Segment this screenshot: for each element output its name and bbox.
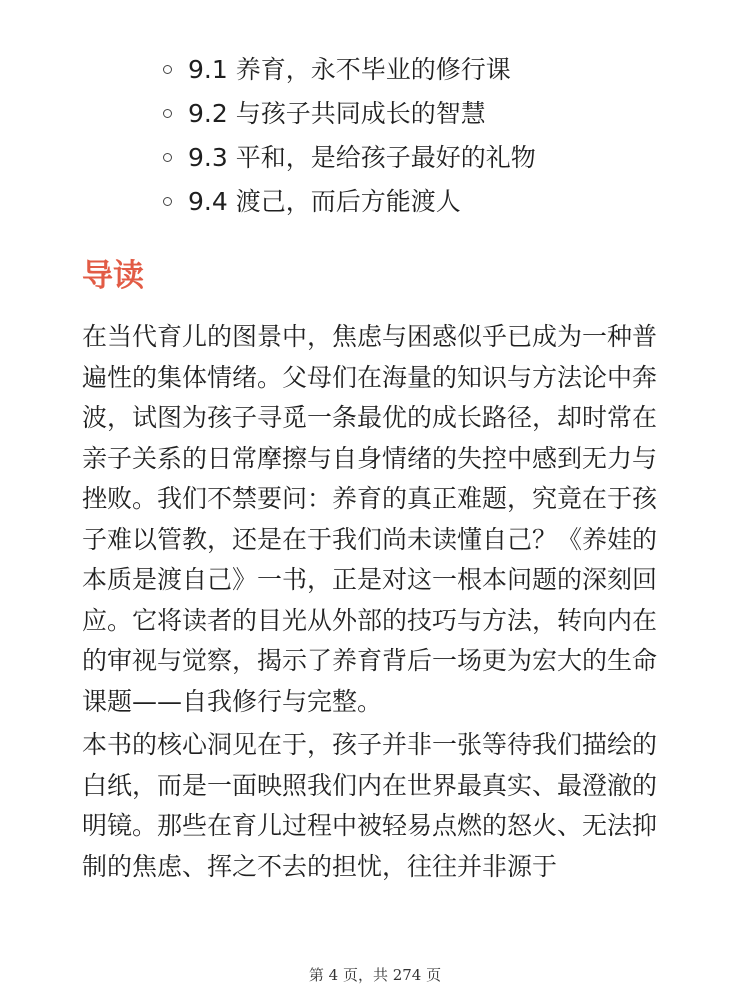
body-paragraph: 在当代育儿的图景中，焦虑与困惑似乎已成为一种普遍性的集体情绪。父母们在海量的知识与方法论中奔波，试图为孩子寻觅一条最优的成长路径，却时常在亲子关系的日常摩擦与自身情绪的失控中感到无力与挫败。我们不禁要问：养育的真正难题，究竟在于孩子难以管教，还是在于我们尚未读懂自己？《养娃的本质是渡自己》一书，正是对这一根本问题的深刻回应。它将读者的目光从外部的技巧与方法，转向内在的审视与觉察，揭示了养育背后一场更为宏大的生命课题——自我修行与完整。 [82,322,658,716]
hollow-circle-bullet-icon [163,153,172,162]
section-heading: 导读 [82,258,144,294]
toc-item[interactable] [0,140,750,184]
page-number: 第 4 页，共 274 页 [308,966,442,984]
toc-item[interactable] [0,96,750,140]
body-paragraph: 本书的核心洞见在于，孩子并非一张等待我们描绘的白纸，而是一面映照我们内在世界最真实、最澄澈的明镜。那些在育儿过程中被轻易点燃的怒火、无法抑制的焦虑、挥之不去的担忧，往往并非源于 [82,730,658,881]
toc-item[interactable] [0,52,750,96]
hollow-circle-bullet-icon [163,109,172,118]
toc-item-label[interactable]: 9.3 平和，是给孩子最好的礼物 [188,143,536,172]
toc-list [0,52,750,228]
toc-item[interactable] [0,184,750,228]
toc-item-label[interactable]: 9.4 渡己，而后方能渡人 [188,187,461,216]
toc-item-label[interactable]: 9.1 养育，永不毕业的修行课 [188,55,511,84]
hollow-circle-bullet-icon [163,65,172,74]
hollow-circle-bullet-icon [163,197,172,206]
toc-item-label[interactable]: 9.2 与孩子共同成长的智慧 [188,99,486,128]
